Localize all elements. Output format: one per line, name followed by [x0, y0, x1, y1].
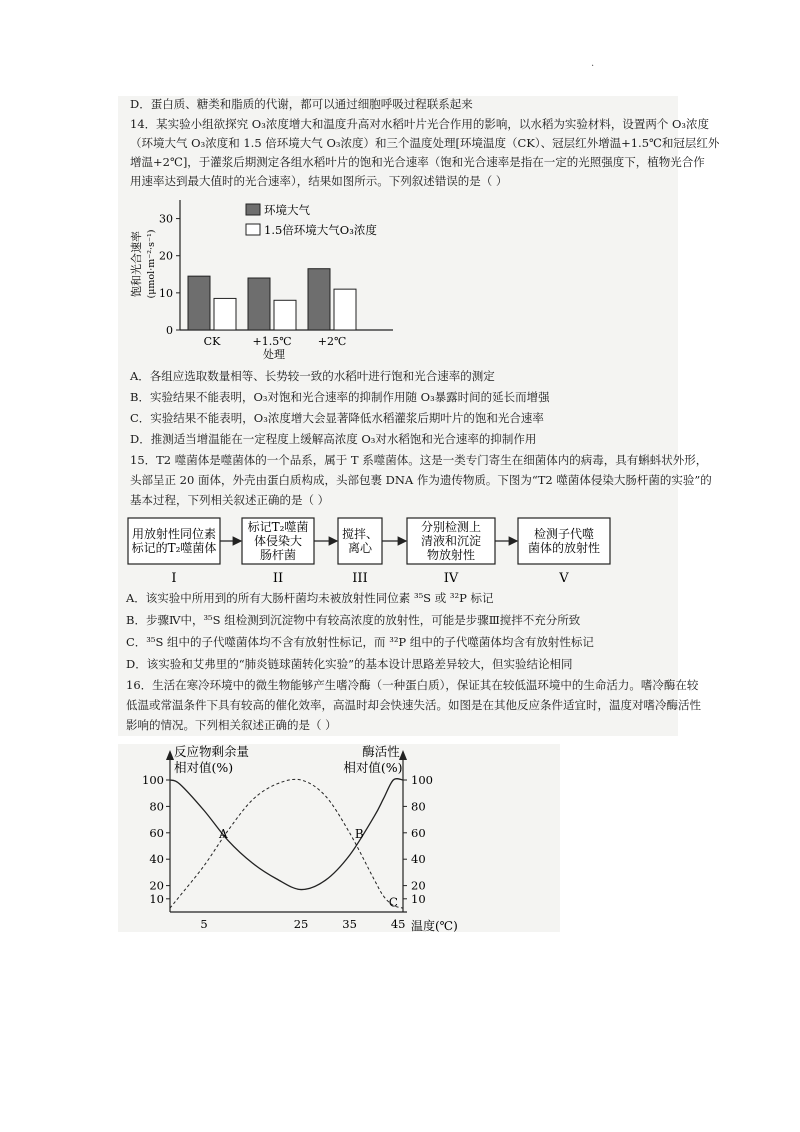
bar — [214, 298, 236, 330]
q15-flow-diagram — [120, 512, 680, 590]
left-y-tick-label: 100 — [142, 773, 164, 787]
right-y-axis-label: 酶活性 — [362, 744, 400, 759]
flow-box-text: 分别检测上 — [420, 520, 482, 534]
x-tick-label: 45 — [390, 917, 406, 931]
y-axis-unit: (μmol·m⁻²·s⁻¹) — [146, 229, 157, 299]
right-y-axis-label: 相对值(%) — [343, 760, 403, 775]
flow-box-text: 菌体的放射性 — [527, 541, 601, 555]
y-tick-label: 0 — [166, 324, 173, 337]
y-tick-label: 30 — [159, 212, 173, 226]
q14-stem-line: 14．某实验小组欲探究 O₃浓度增大和温度升高对水稻叶片光合作用的影响，以水稻为实验材料，设置两个 O₃浓度 — [130, 117, 710, 131]
legend-label: 1.5倍环境大气O₃浓度 — [264, 223, 377, 237]
q14-option-c: C．实验结果不能表明，O₃浓度增大会显著降低水稻灌浆后期叶片的饱和光合速率 — [130, 411, 544, 425]
q15-option-a: A．该实验中所用到的所有大肠杆菌均未被放射性同位素 ³⁵S 或 ³²P 标记 — [126, 591, 494, 605]
flow-box-text: 标记的T₂噬菌体 — [131, 541, 217, 555]
enzyme-activity-curve — [170, 779, 403, 908]
point-label: A — [219, 827, 228, 842]
left-y-tick-label: 80 — [149, 799, 164, 814]
bar — [308, 269, 330, 330]
x-tick-label: 35 — [342, 917, 357, 931]
flow-box-text: 清液和沉淀 — [420, 534, 482, 548]
flow-box-text: 物放射性 — [426, 548, 476, 562]
y-tick-label: 10 — [159, 286, 173, 300]
point-label: B — [354, 827, 364, 842]
left-y-tick-label: 10 — [149, 891, 164, 906]
x-tick-label: +2℃ — [317, 335, 347, 348]
q14-stem-line: 用速率达到最大值时的光合速率），结果如图所示。下列叙述错误的是（ ） — [130, 174, 508, 188]
x-tick-label: CK — [203, 335, 221, 348]
right-y-tick-label: 40 — [411, 852, 426, 867]
flow-box-text: 离心 — [347, 541, 373, 555]
q15-option-b: B．步骤Ⅳ中，³⁵S 组检测到沉淀物中有较高浓度的放射性，可能是步骤Ⅲ搅拌不充分所致 — [126, 613, 581, 627]
q14-option-a: A．各组应选取数量相等、长势较一致的水稻叶进行饱和光合速率的测定 — [130, 369, 495, 383]
left-y-axis-label: 相对值(%) — [174, 760, 234, 775]
q15-stem-line: 头部呈正 20 面体，外壳由蛋白质构成，头部包裹 DNA 作为遗传物质。下图为“T2 噬菌体侵染大肠杆菌的实验”的 — [130, 473, 712, 487]
q15-option-d: D．该实验和艾弗里的“肺炎链球菌转化实验”的基本设计思路差异较大，但实验结论相同 — [126, 657, 573, 671]
bar — [274, 300, 296, 330]
q14-option-d: D．推测适当增温能在一定程度上缓解高浓度 O₃对水稻饱和光合速率的抑制作用 — [130, 432, 537, 446]
x-tick-label: 5 — [200, 917, 208, 931]
bar — [334, 289, 356, 330]
right-y-arrow — [399, 750, 407, 760]
legend-label: 环境大气 — [264, 203, 310, 217]
q14-stem-line: （环境大气 O₃浓度和 1.5 倍环境大气 O₃浓度）和三个温度处理[环境温度（CK）、冠层红外增温+1.5℃和冠层红外 — [130, 136, 720, 150]
q15-stem-line: 基本过程，下列相关叙述正确的是（ ） — [130, 493, 330, 507]
legend-swatch — [246, 204, 260, 215]
flow-box-text: 肠杆菌 — [259, 548, 297, 562]
flow-step-numeral: II — [272, 571, 284, 586]
x-tick-label: 25 — [293, 917, 309, 931]
y-axis-label: 饱和光合速率 — [130, 231, 143, 297]
flow-box-text: 搅拌、 — [341, 527, 379, 541]
flow-step-numeral: I — [171, 571, 177, 586]
reactant-remaining-curve — [170, 779, 403, 890]
left-y-axis-label: 反应物剩余量 — [174, 744, 250, 759]
x-tick-label: +1.5℃ — [252, 335, 292, 348]
q16-stem-line: 16．生活在寒冷环境中的微生物能够产生嗜冷酶（一种蛋白质），保证其在较低温环境中的生命活力。嗜冷酶在较 — [126, 678, 699, 692]
q14-stem-line: 增温+2℃]，于灌浆后期测定各组水稻叶片的饱和光合速率（饱和光合速率是指在一定的光照强度下，植物光合作 — [130, 155, 705, 169]
right-y-tick-label: 100 — [411, 773, 433, 787]
flow-step-numeral: III — [352, 571, 368, 586]
flow-box-text: 体侵染大 — [253, 534, 303, 548]
q15-stem-line: 15．T2 噬菌体是噬菌体的一个品系，属于 T 系噬菌体。这是一类专门寄生在细菌体内的病毒，具有蝌蚪状外形， — [130, 453, 708, 467]
flow-box-text: 标记T₂噬菌 — [247, 520, 309, 534]
left-y-tick-label: 60 — [149, 825, 164, 840]
right-y-tick-label: 20 — [411, 878, 426, 893]
right-y-tick-label: 10 — [411, 891, 426, 906]
x-axis-label: 处理 — [263, 348, 285, 361]
q14-bar-chart — [128, 192, 408, 362]
x-axis-label: 温度(℃) — [411, 919, 458, 933]
bar — [188, 276, 210, 330]
q13-option-d: D．蛋白质、糖类和脂质的代谢，都可以通过细胞呼吸过程联系起来 — [130, 97, 473, 111]
q15-option-c: C．³⁵S 组中的子代噬菌体均不含有放射性标记，而 ³²P 组中的子代噬菌体均含有放射性标记 — [126, 635, 594, 649]
legend-swatch — [246, 224, 260, 235]
bar — [248, 278, 270, 330]
header-mark: . — [591, 58, 595, 69]
q16-line-chart — [120, 744, 560, 934]
right-y-tick-label: 80 — [411, 799, 426, 814]
flow-box-text: 用放射性同位素 — [131, 527, 217, 541]
left-y-tick-label: 40 — [149, 852, 164, 867]
q16-stem-line: 影响的情况。下列相关叙述正确的是（ ） — [126, 718, 337, 732]
right-y-tick-label: 60 — [411, 825, 426, 840]
left-y-tick-label: 20 — [149, 878, 164, 893]
y-tick-label: 20 — [159, 249, 173, 263]
q14-option-b: B．实验结果不能表明，O₃对饱和光合速率的抑制作用随 O₃暴露时间的延长而增强 — [130, 390, 550, 404]
flow-step-numeral: V — [559, 571, 569, 586]
q16-stem-line: 低温或常温条件下具有较高的催化效率，高温时却会快速失活。如图是在其他反应条件适宜时，温度对嗜冷酶活性 — [126, 698, 701, 712]
flow-box-text: 检测子代噬 — [533, 527, 595, 541]
left-y-arrow — [166, 750, 174, 760]
point-label: C — [388, 895, 398, 910]
flow-step-numeral: IV — [443, 571, 459, 586]
